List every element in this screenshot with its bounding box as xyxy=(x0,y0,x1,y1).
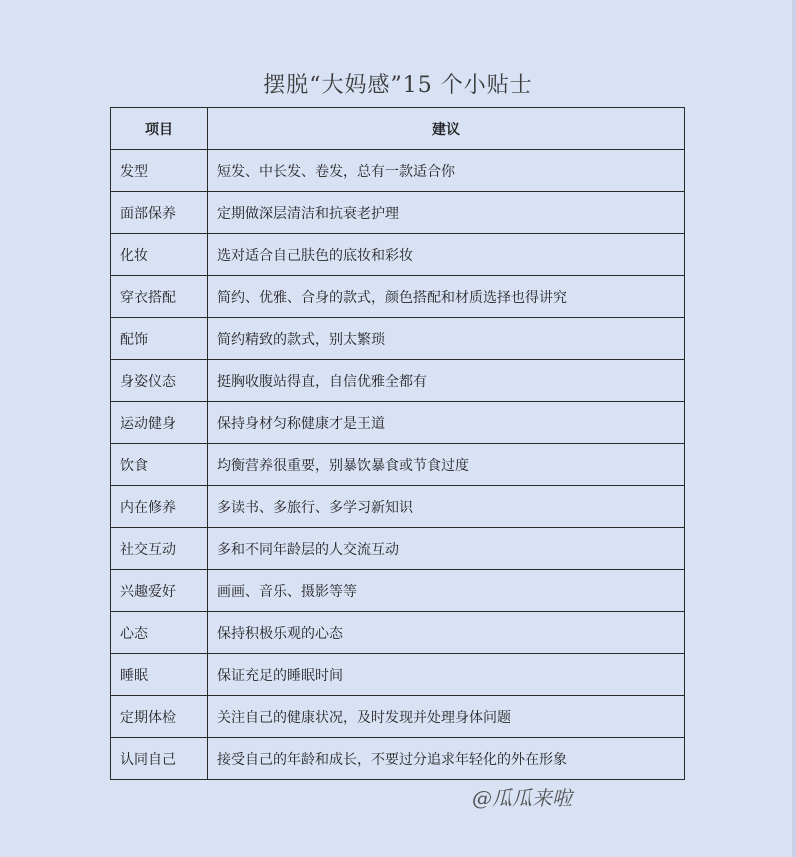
row-advice: 多和不同年龄层的人交流互动 xyxy=(208,528,685,570)
row-advice: 画画、音乐、摄影等等 xyxy=(208,570,685,612)
row-item: 心态 xyxy=(111,612,208,654)
table-row xyxy=(111,276,685,318)
row-advice: 保证充足的睡眠时间 xyxy=(208,654,685,696)
row-advice: 短发、中长发、卷发，总有一款适合你 xyxy=(208,150,685,192)
table-row xyxy=(111,234,685,276)
row-advice: 挺胸收腹站得直，自信优雅全都有 xyxy=(208,360,685,402)
row-item: 发型 xyxy=(111,150,208,192)
tips-table xyxy=(110,107,685,780)
row-item: 社交互动 xyxy=(111,528,208,570)
row-item: 认同自己 xyxy=(111,738,208,780)
row-item: 内在修养 xyxy=(111,486,208,528)
row-advice: 选对适合自己肤色的底妆和彩妆 xyxy=(208,234,685,276)
row-item: 配饰 xyxy=(111,318,208,360)
table-row xyxy=(111,696,685,738)
table-row xyxy=(111,444,685,486)
table-row xyxy=(111,654,685,696)
table-header-row xyxy=(111,108,685,150)
table-row xyxy=(111,738,685,780)
table-row xyxy=(111,318,685,360)
row-advice: 接受自己的年龄和成长，不要过分追求年轻化的外在形象 xyxy=(208,738,685,780)
header-item: 项目 xyxy=(111,108,208,150)
table-row xyxy=(111,486,685,528)
row-advice: 保持身材匀称健康才是王道 xyxy=(208,402,685,444)
page-title: 摆脱“大妈感”15 个小贴士 xyxy=(263,73,533,98)
table-row xyxy=(111,402,685,444)
row-item: 身姿仪态 xyxy=(111,360,208,402)
author-watermark: @瓜瓜来啦 xyxy=(472,786,572,810)
table-row xyxy=(111,360,685,402)
table-row xyxy=(111,612,685,654)
row-item: 饮食 xyxy=(111,444,208,486)
page-edge xyxy=(792,0,796,857)
row-item: 穿衣搭配 xyxy=(111,276,208,318)
row-advice: 多读书、多旅行、多学习新知识 xyxy=(208,486,685,528)
row-advice: 保持积极乐观的心态 xyxy=(208,612,685,654)
row-item: 兴趣爱好 xyxy=(111,570,208,612)
table-row xyxy=(111,192,685,234)
row-advice: 关注自己的健康状况，及时发现并处理身体问题 xyxy=(208,696,685,738)
row-advice: 简约、优雅、合身的款式，颜色搭配和材质选择也得讲究 xyxy=(208,276,685,318)
table-row xyxy=(111,528,685,570)
row-advice: 均衡营养很重要，别暴饮暴食或节食过度 xyxy=(208,444,685,486)
row-item: 运动健身 xyxy=(111,402,208,444)
row-item: 面部保养 xyxy=(111,192,208,234)
table-row xyxy=(111,150,685,192)
row-advice: 定期做深层清洁和抗衰老护理 xyxy=(208,192,685,234)
row-advice: 简约精致的款式，别太繁琐 xyxy=(208,318,685,360)
table-row xyxy=(111,570,685,612)
header-advice: 建议 xyxy=(208,108,685,150)
row-item: 定期体检 xyxy=(111,696,208,738)
row-item: 睡眠 xyxy=(111,654,208,696)
row-item: 化妆 xyxy=(111,234,208,276)
